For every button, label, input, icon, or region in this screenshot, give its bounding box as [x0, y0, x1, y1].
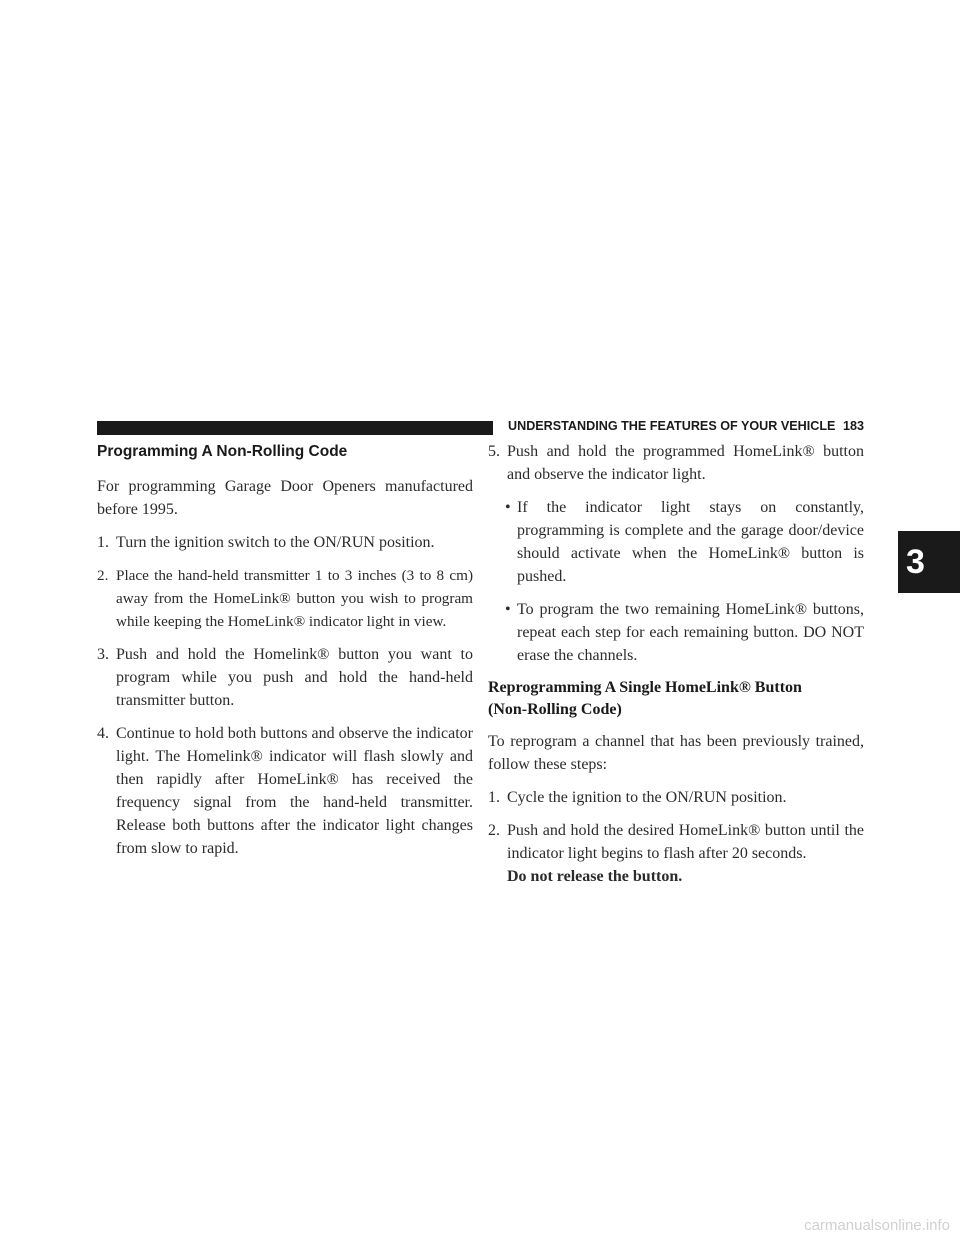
step-1: [97, 531, 473, 554]
section-title-reprogramming: [488, 677, 864, 721]
step-2: [488, 819, 864, 888]
section-intro: For programming Garage Door Openers manufactured before 1995.: [97, 478, 473, 518]
step-text: Place the hand-held transmitter 1 to 3 inches (3 to 8 cm) away from the HomeLink® button you wish to program while keeping the HomeLink® indicator light in view.: [116, 567, 473, 630]
step-text: Push and hold the programmed HomeLink® button and observe the indicator light.: [507, 443, 864, 483]
bullet-icon: •: [505, 499, 511, 516]
step-number: 2.: [488, 822, 500, 839]
step-3: [97, 643, 473, 712]
bullet-text: To program the two remaining HomeLink® buttons, repeat each step for each remaining button. DO NOT erase the channels.: [517, 601, 864, 664]
running-header: [508, 419, 864, 433]
step-text: Turn the ignition switch to the ON/RUN position.: [116, 534, 435, 551]
step-4: [97, 722, 473, 860]
step-text: Continue to hold both buttons and observe the indicator light. The Homelink® indicator will flash slowly and then rapidly after HomeLink® has received the frequency signal from the hand-held transmitter. Release both buttons after the indicator light changes from slow to rapid.: [116, 725, 473, 857]
step-text: Cycle the ignition to the ON/RUN position.: [507, 789, 787, 806]
step-number: 1.: [488, 789, 500, 806]
bullet-icon: •: [505, 601, 511, 618]
step-5: [488, 440, 864, 486]
step-2: [97, 564, 473, 633]
section-intro: To reprogram a channel that has been previously trained, follow these steps:: [488, 733, 864, 773]
chapter-tab: 3: [898, 531, 960, 593]
step-number: 2.: [97, 567, 109, 584]
step-number: 4.: [97, 725, 109, 742]
header-bar: [97, 421, 493, 435]
left-column: [97, 440, 473, 870]
step-number: 3.: [97, 646, 109, 663]
step-text-block: [507, 819, 864, 888]
section-title-line: (Non-Rolling Code): [488, 701, 622, 718]
page-number: 183: [842, 419, 864, 433]
step-number: 1.: [97, 534, 109, 551]
section-title-non-rolling: Programming A Non-Rolling Code: [97, 443, 348, 460]
step-text: Push and hold the Homelink® button you want to program while you push and hold the hand-held transmitter button.: [116, 646, 473, 709]
step-warning: Do not release the button.: [507, 868, 683, 885]
watermark-footer: carmanualsonline.info: [804, 1217, 950, 1234]
section-title-line: Reprogramming A Single HomeLink® Button: [488, 679, 802, 696]
bullet-item: [505, 598, 864, 667]
step-number: 5.: [488, 443, 500, 460]
step-1: [488, 786, 864, 809]
bullet-text: If the indicator light stays on constantly, programming is complete and the garage door/device should activate when the HomeLink® button is pushed.: [517, 499, 864, 585]
right-column: [488, 440, 864, 898]
running-header-title: UNDERSTANDING THE FEATURES OF YOUR VEHICLE: [508, 419, 836, 433]
step-text: Push and hold the desired HomeLink® button until the indicator light begins to flash after 20 seconds.: [507, 822, 864, 862]
bullet-item: [505, 496, 864, 588]
